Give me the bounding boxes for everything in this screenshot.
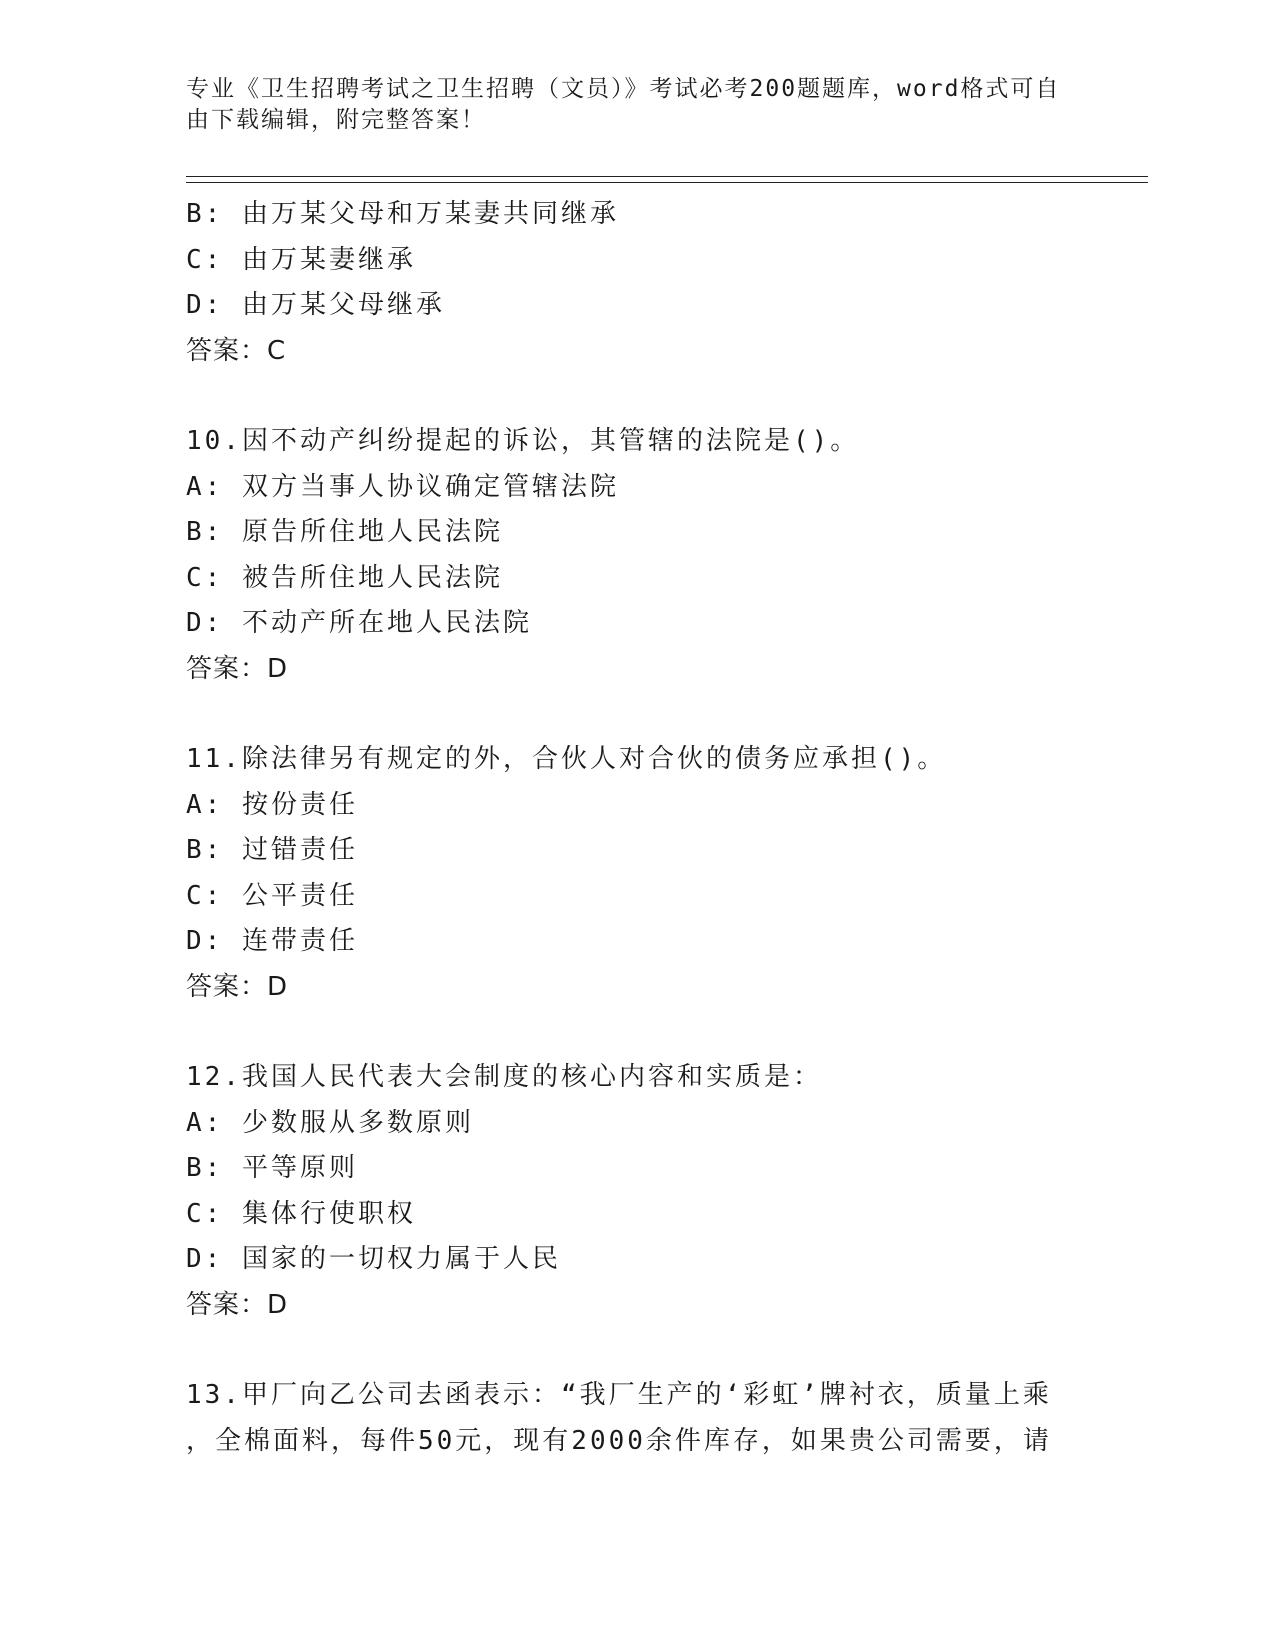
option-c: C: 公平责任 [186, 880, 358, 911]
option-c: C: 集体行使职权 [186, 1198, 416, 1229]
answer-line: 答案：D [186, 653, 289, 684]
question-9-block [186, 192, 1086, 374]
header-rule-top [186, 176, 1148, 177]
option-b: B: 由万某父母和万某妻共同继承 [186, 199, 619, 229]
spacer [186, 692, 1086, 737]
spacer [186, 1010, 1086, 1055]
question-13-block [186, 1373, 1086, 1464]
question-list [186, 192, 1086, 1464]
document-header [186, 74, 1066, 136]
answer-line: 答案：D [186, 1289, 289, 1320]
option-d: D: 国家的一切权力属于人民 [186, 1244, 561, 1274]
question-11-block [186, 737, 1086, 1010]
answer-line: 答案：D [186, 971, 289, 1002]
option-a: A: 按份责任 [186, 789, 358, 820]
option-d: D: 连带责任 [186, 926, 358, 956]
question-text: 12.我国人民代表大会制度的核心内容和实质是： [186, 1062, 822, 1092]
option-d: D: 由万某父母继承 [186, 290, 445, 320]
header-rule-bottom [186, 182, 1148, 183]
question-12-block [186, 1055, 1086, 1328]
header-line-2: 由下载编辑，附完整答案！ [186, 107, 486, 133]
option-a: A: 双方当事人协议确定管辖法院 [186, 471, 619, 502]
question-10-block [186, 419, 1086, 692]
question-text: 10.因不动产纠纷提起的诉讼，其管辖的法院是()。 [186, 426, 860, 456]
option-d: D: 不动产所在地人民法院 [186, 608, 532, 638]
question-text-line-2: ，全棉面料，每件50元，现有2000余件库存，如果贵公司需要，请 [186, 1425, 1052, 1456]
option-b: B: 平等原则 [186, 1153, 358, 1183]
option-b: B: 原告所住地人民法院 [186, 517, 503, 547]
option-c: C: 被告所住地人民法院 [186, 562, 503, 593]
question-text: 11.除法律另有规定的外，合伙人对合伙的债务应承担()。 [186, 744, 947, 774]
answer-line: 答案：C [186, 335, 287, 366]
option-a: A: 少数服从多数原则 [186, 1107, 474, 1138]
header-line-1: 专业《卫生招聘考试之卫生招聘（文员）》考试必考200题题库，word格式可自 [186, 76, 1061, 102]
question-text-line-1: 13.甲厂向乙公司去函表示：“我厂生产的‘彩虹’牌衬衣，质量上乘 [186, 1380, 1052, 1410]
option-c: C: 由万某妻继承 [186, 244, 416, 275]
spacer [186, 374, 1086, 419]
option-b: B: 过错责任 [186, 835, 358, 865]
spacer [186, 1328, 1086, 1373]
